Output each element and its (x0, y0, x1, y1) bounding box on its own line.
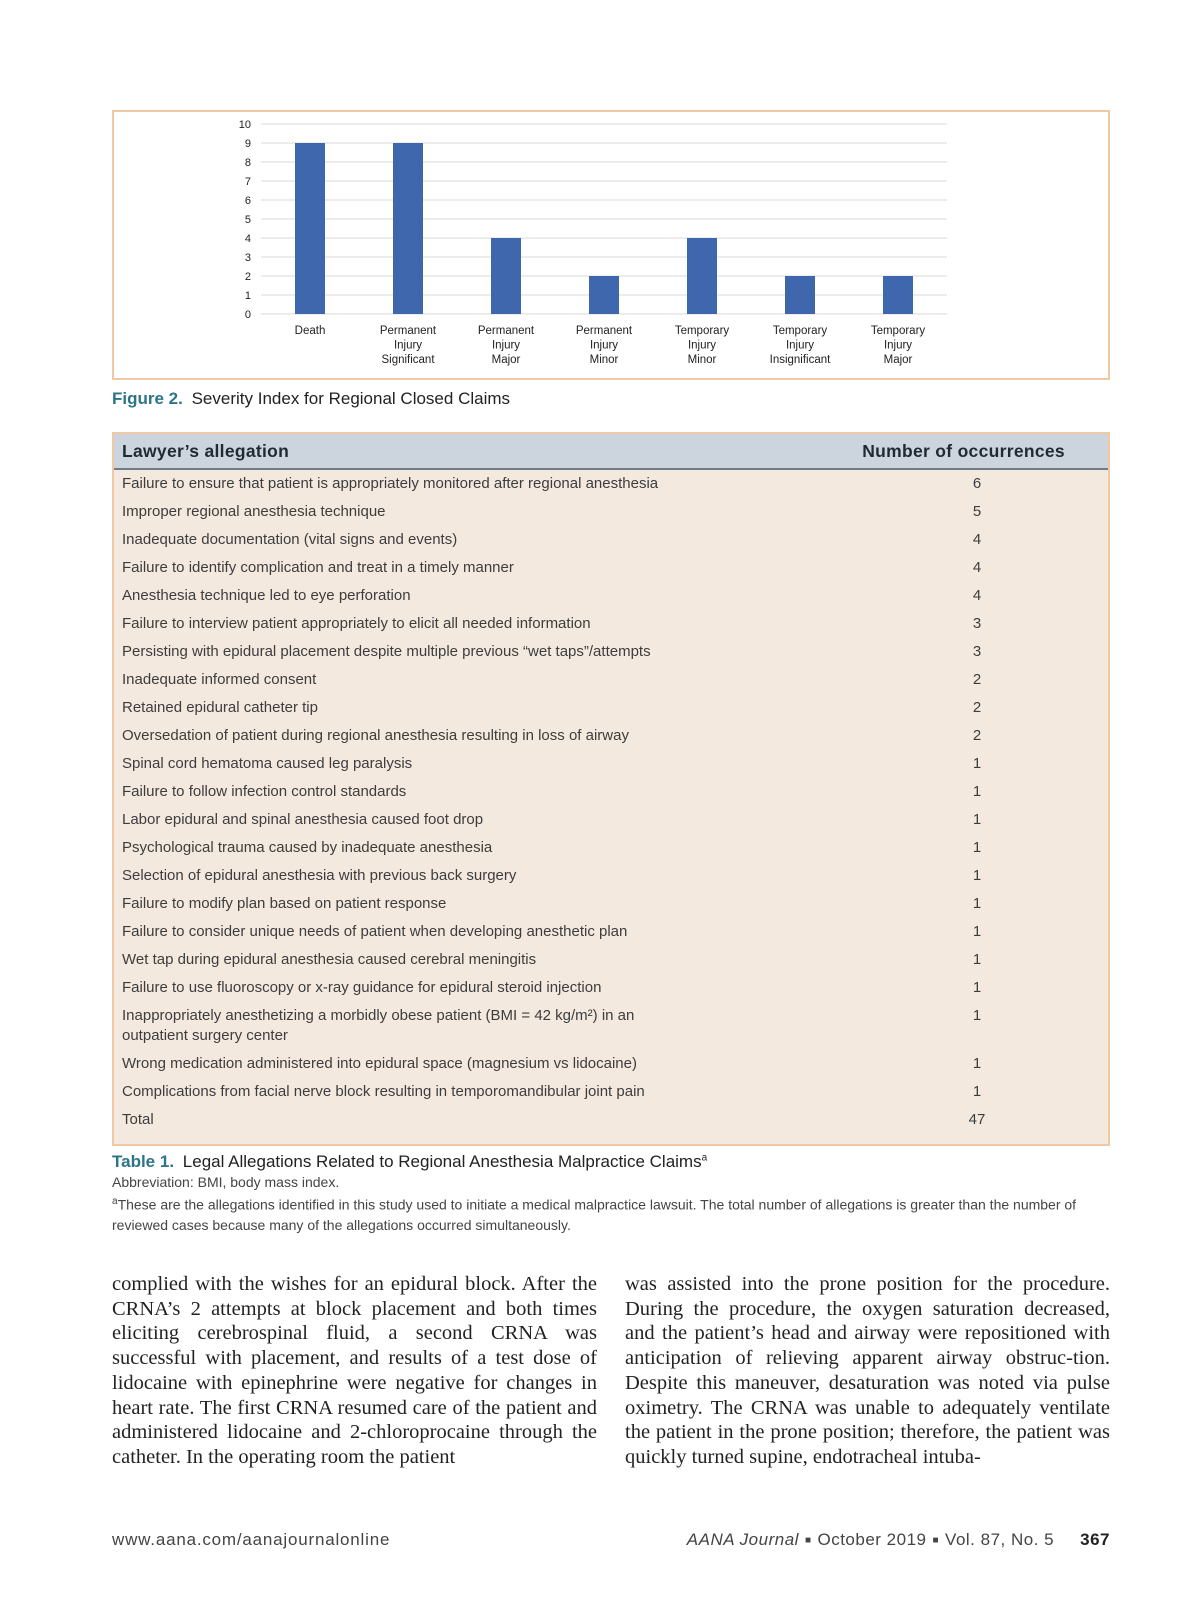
occurrence-cell: 2 (972, 671, 982, 688)
table-row (114, 530, 1108, 550)
table-row (114, 894, 1108, 914)
y-tick-label: 4 (244, 233, 251, 245)
table-row (114, 1082, 1108, 1102)
y-tick-label: 1 (244, 290, 251, 302)
occurrence-cell: 4 (972, 559, 982, 576)
figure-caption (112, 389, 510, 409)
occurrence-cell: 1 (972, 755, 982, 772)
table-row (114, 698, 1108, 718)
body-text (112, 1272, 1110, 1470)
occurrence-cell: 1 (972, 1055, 982, 1072)
table-header (114, 434, 1108, 470)
allegation-cell: Failure to follow infection control standards (122, 783, 407, 800)
y-tick-label: 8 (244, 157, 251, 169)
occurrence-cell: 1 (972, 923, 982, 940)
occurrence-cell: 1 (972, 979, 982, 996)
allegation-cell: Wrong medication administered into epidural space (magnesium vs lidocaine) (122, 1055, 637, 1072)
x-tick-label: Permanent Injury Minor (575, 325, 633, 366)
allegation-cell: Oversedation of patient during regional anesthesia resulting in loss of airway (122, 727, 629, 744)
column-header-occurrences: Number of occurrences (862, 440, 1065, 461)
allegation-cell: Failure to interview patient appropriately to elicit all needed information (122, 615, 591, 632)
y-tick-label: 6 (244, 195, 251, 207)
figure-2-chart (112, 110, 1110, 380)
allegation-cell: Failure to identify complication and treat in a timely manner (122, 559, 514, 576)
occurrence-cell: 2 (972, 727, 982, 744)
allegation-cell: Psychological trauma caused by inadequate anesthesia (122, 839, 493, 856)
allegation-cell: Failure to consider unique needs of patient when developing anesthetic plan (122, 923, 628, 940)
occurrence-cell: 2 (972, 699, 982, 716)
separator-square-icon: ■ (932, 1535, 940, 1547)
y-tick-label: 2 (244, 271, 251, 283)
allegations-table (112, 432, 1110, 1146)
allegation-cell: Retained epidural catheter tip (122, 699, 318, 716)
table-row (114, 558, 1108, 578)
footnote-text: These are the allegations identified in this study used to initiate a medical malpractice lawsuit. The total number of allegations is greater than the number of reviewed cases because many of the allegations occurred simultaneously. (112, 1196, 1077, 1233)
table-row (114, 670, 1108, 690)
allegation-cell: Wet tap during epidural anesthesia caused cerebral meningitis (122, 951, 537, 968)
table-row (114, 782, 1108, 802)
y-tick-label: 0 (244, 309, 251, 321)
table-footnote (112, 1192, 1112, 1235)
occurrence-cell: 5 (972, 503, 982, 520)
table-row (114, 922, 1108, 942)
table-row (114, 866, 1108, 886)
y-tick-label: 10 (238, 119, 251, 131)
allegation-cell: Anesthesia technique led to eye perforation (122, 587, 411, 604)
bar (295, 143, 325, 314)
footer-citation (687, 1530, 1110, 1550)
body-column-right: was assisted into the prone position for the procedure. During the procedure, the oxygen saturation decreased, and the patient’s head and airway were repositioned with anticipation of relieving apparent airway obstruc-tion. Despite this maneuver, desaturation was noted via pulse oximetry. The CRNA was unable to adequately ventilate the patient in the prone position; therefore, the patient was quickly turned supine, endotracheal intuba- (625, 1273, 1110, 1468)
x-tick-label: Temporary Injury Minor (674, 325, 730, 366)
occurrence-cell: 4 (972, 531, 982, 548)
table-row (114, 726, 1108, 746)
bar (687, 238, 717, 314)
bar (785, 276, 815, 314)
table-row (114, 950, 1108, 970)
y-tick-label: 3 (244, 252, 251, 264)
allegation-cell: Selection of epidural anesthesia with previous back surgery (122, 867, 517, 884)
occurrence-cell: 1 (972, 895, 982, 912)
occurrence-cell: 3 (972, 643, 982, 660)
page-number: 367 (1080, 1530, 1110, 1549)
table-label: Table 1. (112, 1152, 175, 1171)
bar (883, 276, 913, 314)
figure-label: Figure 2. (112, 389, 183, 408)
x-tick-label: Permanent Injury Significant (379, 325, 437, 366)
body-column-left: complied with the wishes for an epidural block. After the CRNA’s 2 attempts at block placement and both times eliciting cerebrospinal fluid, a second CRNA was successful with placement, and results of a test dose of lidocaine with epinephrine were negative for changes in heart rate. The first CRNA resumed care of the patient and administered lidocaine and 2-chloroprocaine through the catheter. In the operating room the patient (112, 1273, 597, 1468)
table-title (112, 1152, 1112, 1172)
allegation-cell: Persisting with epidural placement despite multiple previous “wet taps”/attempts (122, 643, 651, 660)
x-tick-label: Temporary Injury Insignificant (769, 325, 831, 366)
occurrence-cell: 6 (972, 475, 982, 492)
occurrence-cell: 1 (972, 839, 982, 856)
footnote-marker: a (112, 1196, 118, 1207)
table-caption (112, 1152, 1112, 1235)
occurrence-cell: 4 (972, 587, 982, 604)
table-row (114, 474, 1108, 494)
y-tick-label: 7 (244, 176, 251, 188)
table-row (114, 838, 1108, 858)
allegation-cell: Total (122, 1111, 154, 1128)
occurrence-cell: 1 (972, 867, 982, 884)
allegation-cell: Inappropriately anesthetizing a morbidly obese patient (BMI = 42 kg/m²) in an outpatient surgery center (122, 1007, 635, 1044)
allegation-cell: Failure to modify plan based on patient response (122, 895, 447, 912)
table-row (114, 810, 1108, 830)
allegation-cell: Failure to ensure that patient is appropriately monitored after regional anesthesia (122, 475, 659, 492)
table-row (114, 642, 1108, 662)
bar (491, 238, 521, 314)
occurrence-cell: 1 (972, 1083, 982, 1100)
allegation-cell: Complications from facial nerve block resulting in temporomandibular joint pain (122, 1083, 645, 1100)
bar-chart (114, 112, 1112, 382)
allegation-cell: Spinal cord hematoma caused leg paralysis (122, 755, 413, 772)
footer-volume: Vol. 87, No. 5 (945, 1530, 1055, 1549)
figure-caption-text: Severity Index for Regional Closed Claims (191, 389, 511, 408)
occurrence-cell: 1 (972, 783, 982, 800)
bar (393, 143, 423, 314)
allegation-cell: Inadequate documentation (vital signs and events) (122, 531, 458, 548)
x-tick-label: Permanent Injury Major (477, 325, 535, 366)
separator-square-icon: ■ (804, 1535, 812, 1547)
column-header-allegation: Lawyer’s allegation (122, 440, 290, 461)
occurrence-cell: 1 (972, 1007, 982, 1024)
allegation-cell: Improper regional anesthesia technique (122, 503, 386, 520)
table-row (114, 1006, 1108, 1046)
table-row (114, 1110, 1108, 1130)
table-row (114, 754, 1108, 774)
occurrence-cell: 47 (968, 1111, 986, 1128)
y-tick-label: 9 (244, 138, 251, 150)
table-title-text: Legal Allegations Related to Regional Anesthesia Malpractice Claims (182, 1152, 702, 1171)
allegation-cell: Labor epidural and spinal anesthesia caused foot drop (122, 811, 484, 828)
footer-issue-date: October 2019 (817, 1530, 927, 1549)
table-abbreviation: Abbreviation: BMI, body mass index. (112, 1174, 340, 1190)
table-row (114, 502, 1108, 522)
table-row (114, 586, 1108, 606)
table-row (114, 1054, 1108, 1074)
occurrence-cell: 3 (972, 615, 982, 632)
occurrence-cell: 1 (972, 811, 982, 828)
occurrence-cell: 1 (972, 951, 982, 968)
y-tick-label: 5 (244, 214, 251, 226)
x-tick-label: Death (294, 325, 326, 337)
table-row (114, 614, 1108, 634)
footer-journal: AANA Journal (686, 1530, 799, 1549)
bar (589, 276, 619, 314)
table-title-sup: a (701, 1152, 708, 1164)
table-row (114, 978, 1108, 998)
footer-url[interactable]: www.aana.com/aanajournalonline (112, 1530, 391, 1549)
table-body (114, 470, 1108, 1130)
allegation-cell: Inadequate informed consent (122, 671, 317, 688)
allegation-cell: Failure to use fluoroscopy or x-ray guidance for epidural steroid injection (122, 979, 602, 996)
x-tick-label: Temporary Injury Major (870, 325, 926, 366)
